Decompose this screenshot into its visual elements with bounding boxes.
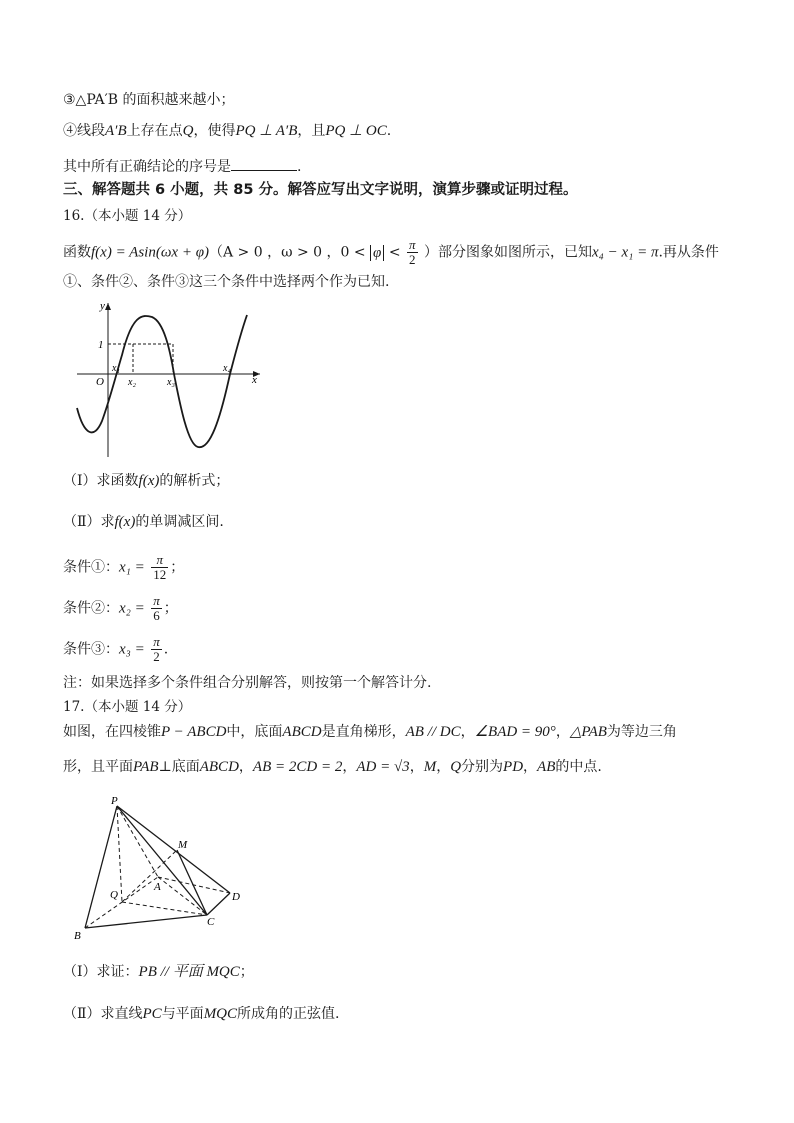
text: ，使得	[193, 123, 236, 139]
answer-prompt: 其中所有正确结论的序号是	[63, 159, 231, 175]
q16-stem-line1	[63, 238, 719, 267]
label-P: P	[111, 795, 118, 807]
text: ，	[460, 724, 475, 740]
math: PB // 平面 MQC	[138, 964, 240, 980]
text: 所成角的正弦值.	[237, 1006, 340, 1022]
math: A′B	[105, 123, 127, 139]
text: 是直角梯形，	[321, 724, 406, 740]
text: （A > 0 ，ω > 0 ，0 <	[209, 244, 366, 261]
text: ，且	[297, 123, 326, 139]
math: x₃ =	[119, 641, 145, 658]
edge-PQ	[117, 806, 122, 902]
q17-stem-line1	[63, 722, 677, 742]
text: ，	[436, 759, 451, 775]
math: P − ABCD	[161, 724, 227, 740]
math: M	[423, 759, 437, 775]
label-M: M	[178, 839, 188, 851]
text: ，	[238, 759, 253, 775]
edge-QM	[122, 850, 177, 902]
numerator: π	[153, 593, 160, 608]
label-Q: Q	[110, 889, 118, 901]
text: 为等边三角	[606, 724, 677, 740]
math: PQ ⊥ A′B	[235, 123, 298, 139]
math: x₁ =	[119, 559, 145, 576]
q16-stem-line2	[63, 272, 389, 292]
text: .	[297, 159, 302, 175]
edge-BC	[85, 915, 207, 928]
denominator: 6	[153, 608, 160, 623]
question-number: 16.（本小题 14 分）	[63, 208, 192, 224]
text: <	[388, 244, 401, 261]
math: x₂ =	[119, 600, 145, 617]
math: f(x)	[138, 473, 160, 489]
text: 函数	[63, 244, 91, 261]
text: 条件②：	[63, 600, 119, 617]
section-heading-text: 三、解答题共 6 小题，共 85 分。解答应写出文字说明，演算步骤或证明过程。	[63, 182, 578, 198]
text: ）部分图象如图所示，已知	[423, 244, 592, 261]
label-A: A	[154, 881, 161, 893]
text: ，	[523, 759, 538, 775]
text: ，	[555, 724, 570, 740]
numerator: π	[153, 634, 160, 649]
math: ∠BAD = 90°	[474, 724, 556, 740]
denominator: 2	[409, 252, 416, 267]
x4-label: x₄	[223, 363, 231, 374]
text: ④线段	[63, 123, 105, 139]
text: 上存在点	[126, 123, 183, 139]
math: f(x) = Asin(ωx + φ)	[91, 244, 209, 261]
text: 条件①：	[63, 559, 119, 576]
math: φ	[373, 244, 382, 261]
y-label: y	[100, 300, 105, 312]
pyramid-figure	[65, 792, 250, 947]
math: f(x)	[114, 514, 136, 530]
math: Q	[450, 759, 462, 775]
math: AB // DC	[405, 724, 461, 740]
math: Q	[182, 123, 194, 139]
edge-CD	[207, 893, 230, 915]
fraction	[151, 635, 162, 664]
text: 与平面	[161, 1006, 204, 1022]
text: 的单调减区间.	[135, 514, 224, 530]
label-B: B	[74, 930, 81, 942]
text: （Ⅰ）求函数	[63, 473, 139, 489]
math: AB	[537, 759, 556, 775]
math: PC	[142, 1006, 162, 1022]
text: ；	[239, 964, 254, 980]
q16-cond2	[63, 594, 178, 623]
q15-item4	[63, 121, 391, 141]
note-text: 注：如果选择多个条件组合分别解答，则按第一个解答计分.	[63, 675, 432, 691]
numerator: π	[151, 553, 168, 568]
text: ⊥底面	[158, 759, 200, 775]
label-C: C	[207, 916, 215, 928]
x1-label: x₁	[112, 363, 120, 374]
fraction	[151, 553, 168, 582]
x-label: x	[252, 374, 257, 386]
text: 中，底面	[226, 724, 283, 740]
q15-item3	[63, 90, 234, 110]
math: AD = √3	[356, 759, 410, 775]
fraction-pi-2	[407, 238, 418, 267]
q17-number	[63, 697, 191, 717]
edge-PC	[117, 806, 207, 915]
text: 的解析式；	[159, 473, 230, 489]
y-axis-arrow	[105, 303, 111, 310]
label-D: D	[232, 891, 240, 903]
edge-AC	[158, 877, 207, 915]
edge-PA	[117, 806, 158, 877]
text: 的中点.	[555, 759, 602, 775]
text: ；	[170, 559, 185, 576]
q16-cond3	[63, 635, 168, 664]
math: ABCD	[199, 759, 239, 775]
math: MQC	[203, 1006, 238, 1022]
text: （Ⅰ）求证：	[63, 964, 139, 980]
edge-PB	[85, 806, 117, 928]
numerator: π	[409, 237, 416, 252]
x2-label: x₂	[128, 377, 136, 388]
q17-part1	[63, 962, 254, 982]
q16-cond1	[63, 553, 184, 582]
fraction	[151, 594, 162, 623]
q15-item3-text: ③△PA′B 的面积越来越小；	[63, 92, 235, 108]
text: 分别为	[461, 759, 504, 775]
q16-number	[63, 206, 191, 226]
math: △PAB	[569, 724, 607, 740]
text: .	[386, 123, 392, 139]
math: PAB	[133, 759, 159, 775]
text: （Ⅱ）求直线	[63, 1006, 143, 1022]
text: 如图，在四棱锥	[63, 724, 161, 740]
text: ①、条件②、条件③这三个条件中选择两个作为已知.	[63, 274, 390, 290]
q16-note	[63, 673, 431, 693]
x3-label: x₃	[167, 377, 175, 388]
answer-blank[interactable]	[231, 156, 297, 171]
text: （Ⅱ）求	[63, 514, 115, 530]
text: ；	[163, 600, 178, 617]
text: .再从条件	[658, 244, 719, 261]
edge-QC	[122, 902, 207, 915]
q16-part2	[63, 512, 224, 532]
math: x₄ − x₁ = π	[591, 244, 659, 261]
q16-part1	[63, 471, 229, 491]
math: ABCD	[282, 724, 322, 740]
q17-part2	[63, 1004, 339, 1024]
sine-graph	[70, 295, 265, 460]
text: .	[163, 641, 169, 658]
text: 形，且平面	[63, 759, 133, 775]
text: 条件③：	[63, 641, 119, 658]
origin-label: O	[96, 376, 104, 388]
denominator: 12	[153, 567, 167, 582]
abs-phi	[370, 245, 384, 261]
math: AB = 2CD = 2	[252, 759, 343, 775]
section-heading	[63, 180, 577, 200]
text: ，	[409, 759, 424, 775]
q15-answer-line	[63, 156, 301, 177]
math: PQ ⊥ OC	[325, 123, 387, 139]
math: PD	[503, 759, 524, 775]
text: ，	[342, 759, 357, 775]
q17-stem-line2	[63, 757, 602, 777]
denominator: 2	[153, 649, 160, 664]
tick-1: 1	[98, 339, 104, 351]
question-number: 17.（本小题 14 分）	[63, 699, 192, 715]
